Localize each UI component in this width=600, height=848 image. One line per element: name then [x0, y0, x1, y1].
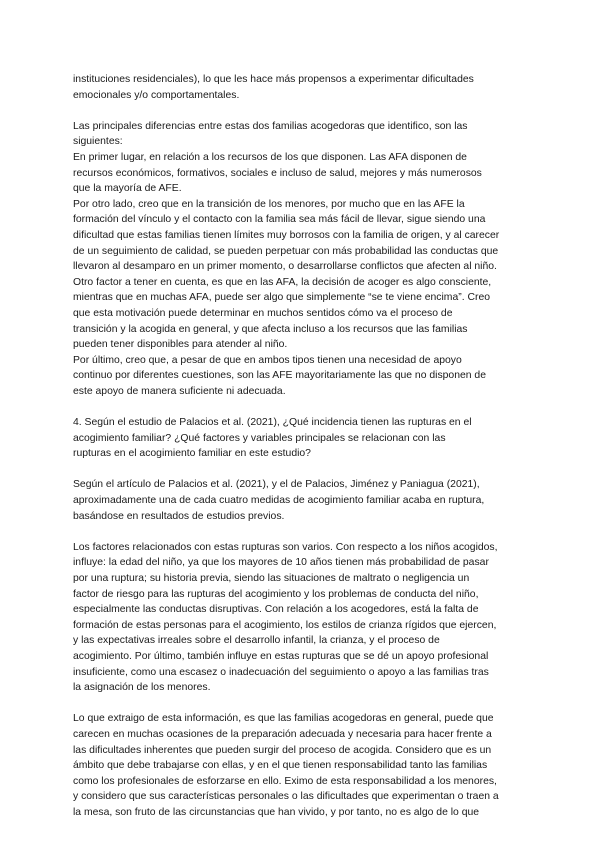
text-line: emocionales y/o comportamentales.: [73, 89, 240, 101]
paragraph-gap: [73, 103, 543, 119]
text-line: factor de riesgo para las rupturas del acogimiento y los problemas de conducta del niño,: [73, 588, 479, 600]
paragraph-incidence: [73, 477, 543, 524]
text-line: las dificultades inherentes que pueden surgir del proceso de acogida. Considero que es un: [73, 744, 492, 756]
text-line: siguientes:: [73, 136, 123, 148]
text-line: por una ruptura; su historia previa, siendo las situaciones de maltrato o negligencia un: [73, 573, 470, 584]
text-line: carecen en muchas ocasiones de la preparación adecuada y necesaria para hacer frente a: [73, 728, 492, 740]
text-line: Otro factor a tener en cuenta, es que en las AFA, la decisión de acoger es algo consciente,: [73, 276, 492, 288]
text-line: dificultad que estas familias tienen límites muy borrosos con la familia de origen, y al carecer: [73, 229, 500, 241]
text-line: influye: la edad del niño, ya que los mayores de 10 años tienen más probabilidad de pasar: [73, 557, 489, 569]
text-line: llevaron al desamparo en un primer momento, o desarrollarse conflictos que afecten al niño.: [73, 261, 497, 273]
text-line: y las expectativas irreales sobre el desarrollo infantil, la crianza, y el proceso de: [73, 635, 440, 647]
paragraph-factors: [73, 540, 543, 696]
text-line: Lo que extraigo de esta información, es que las familias acogedoras en general, puede que: [73, 713, 494, 725]
text-line: aproximadamente una de cada cuatro medidas de acogimiento familiar acaba en ruptura,: [73, 495, 485, 507]
text-line: formación de estas personas para el acogimiento, los estilos de crianza rígidos que ejercen,: [73, 619, 497, 631]
paragraph-differences: [73, 119, 543, 400]
text-line: que la mayoría de AFE.: [73, 183, 182, 195]
question-4: [73, 415, 543, 462]
text-line: basándose en resultados de estudios previos.: [73, 510, 285, 522]
text-line: ámbito que debe trabajarse con ellas, y en el que tienen responsabilidad tanto las familias: [73, 760, 488, 772]
text-line: recursos económicos, formativos, sociales e incluso de salud, mejores y más numerosos: [73, 167, 482, 179]
text-line: como los profesionales de esforzarse en ello. Eximo de esta responsabilidad a los menores,: [73, 775, 497, 787]
text-line: mientras que en muchas AFA, puede ser algo que simplemente “se te viene encima”. Creo: [73, 292, 490, 304]
text-line: Por último, creo que, a pesar de que en ambos tipos tienen una necesidad de apoyo: [73, 354, 462, 366]
text-column: [73, 72, 543, 821]
text-line: la asignación de los menores.: [73, 682, 211, 694]
text-line: insuficiente, como una escasez o inadecuación del seguimiento o apoyo a las familias tras: [73, 666, 489, 678]
text-line: que esta motivación puede determinar en muchos sentidos cómo va el proceso de: [73, 307, 453, 319]
text-line: En primer lugar, en relación a los recursos de los que disponen. Las AFA disponen de: [73, 151, 467, 163]
text-line: Según el artículo de Palacios et al. (2021), y el de Palacios, Jiménez y Paniagua (2021),: [73, 479, 480, 491]
text-line: Las principales diferencias entre estas dos familias acogedoras que identifico, son las: [73, 120, 468, 132]
text-line: la mesa, son fruto de las circunstancias que han vivido, y por tanto, no es algo de lo que: [73, 806, 480, 818]
text-line: Por otro lado, creo que en la transición de los menores, por mucho que en las AFE la: [73, 198, 465, 210]
paragraph-gap: [73, 399, 543, 415]
text-line: formación del vínculo y el contacto con la familia sea más fácil de llevar, sigue siendo una: [73, 214, 486, 226]
paragraph-conclusion: [73, 711, 543, 820]
text-line: pueden tener disponibles para atender al niño.: [73, 339, 288, 351]
text-line: especialmente las conductas disruptivas. Con relación a los acogedores, está la falta de: [73, 604, 479, 616]
text-line: Los factores relacionados con estas rupturas son varios. Con respecto a los niños acogidos,: [73, 541, 498, 553]
text-line: continuo por diferentes cuestiones, son las AFE mayoritariamente las que no disponen de: [73, 370, 486, 382]
text-line: acogimiento. Por último, también influye en estas rupturas que se dé un apoyo profesional: [73, 650, 489, 662]
paragraph-gap: [73, 696, 543, 712]
text-line: este apoyo de manera suficiente ni adecuada.: [73, 385, 286, 397]
text-line: 4. Según el estudio de Palacios et al. (2021), ¿Qué incidencia tienen las rupturas en el: [73, 417, 472, 429]
paragraph-gap: [73, 524, 543, 540]
text-line: y considero que sus características personales o las dificultades que experimentan o traen a: [73, 791, 499, 803]
text-line: acogimiento familiar? ¿Qué factores y variables principales se relacionan con las: [73, 432, 446, 444]
text-line: rupturas en el acogimiento familiar en este estudio?: [73, 448, 311, 460]
paragraph-gap: [73, 462, 543, 478]
text-line: transición y la acogida en general, y que afecta incluso a los recursos que las familias: [73, 323, 468, 335]
paragraph-intro-continued: [73, 72, 543, 103]
text-line: instituciones residenciales), lo que les hace más propensos a experimentar dificultades: [73, 74, 474, 85]
text-line: de un seguimiento de calidad, se pueden perpetuar con más probabilidad las conductas que: [73, 245, 499, 257]
